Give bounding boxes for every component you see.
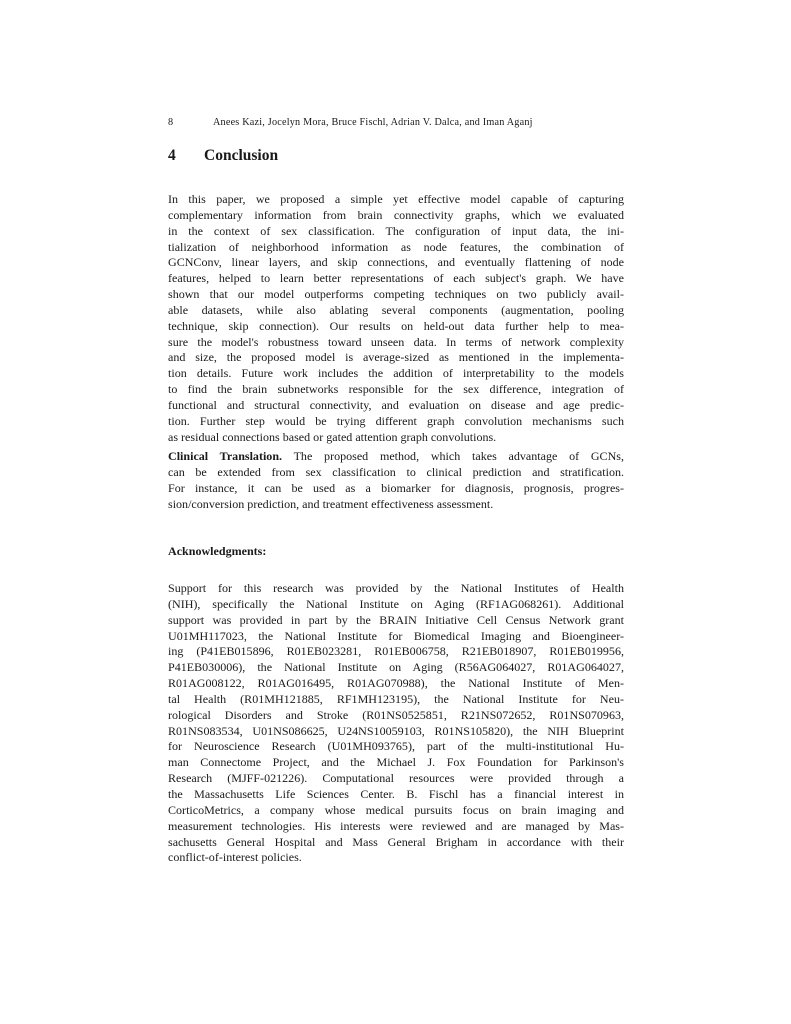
page-number: 8 xyxy=(168,117,174,128)
text-line: for Neuroscience Research (U01MH093765), part of the multi-institutional Hu- xyxy=(168,739,624,754)
paragraph-lead-in: Clinical Translation. xyxy=(168,449,283,463)
text-line: support was provided in part by the BRAIN Initiative Cell Census Network grant xyxy=(168,612,624,627)
text-line: tal Health (R01MH121885, RF1MH123195), the National Institute for Neu- xyxy=(168,691,624,706)
text-line: can be extended from sex classification to clinical prediction and stratification. xyxy=(168,464,624,479)
text-line: functional and structural connectivity, and evaluation on disease and age predic- xyxy=(168,397,624,412)
text-line: ing (P41EB015896, R01EB023281, R01EB006758, R21EB018907, R01EB019956, xyxy=(168,644,624,659)
text-line: tion details. Future work includes the addition of interpretability to the models xyxy=(168,366,624,381)
text-line: sachusetts General Hospital and Mass General Brigham in accordance with their xyxy=(168,834,624,849)
text-line: U01MH117023, the National Institute for Biomedical Imaging and Bioengineer- xyxy=(168,628,624,643)
text-line: man Connectome Project, and the Michael J. Fox Foundation for Parkinson's xyxy=(168,755,624,770)
text-line: Research (MJFF-021226). Computational resources were provided through a xyxy=(168,771,624,786)
section-heading xyxy=(168,146,278,166)
text-line: sion/conversion prediction, and treatment effectiveness assessment. xyxy=(168,496,494,511)
text-line: and size, the proposed model is average-sized as mentioned in the implementa- xyxy=(168,350,624,365)
running-head xyxy=(168,115,624,131)
text-line: R01AG008122, R01AG016495, R01AG070988), the National Institute of Men- xyxy=(168,676,624,691)
text-line: rological Disorders and Stroke (R01NS0525851, R21NS072652, R01NS070963, xyxy=(168,707,624,722)
text-line: Clinical Translation. The proposed method, which takes advantage of GCNs, xyxy=(168,449,624,463)
text-line: sure the model's robustness toward unseen data. In terms of network complexity xyxy=(168,334,624,349)
acknowledgments-paragraph xyxy=(168,581,624,866)
section-title: Conclusion xyxy=(204,147,279,164)
clinical-translation-paragraph xyxy=(168,449,624,512)
text-line: For instance, it can be used as a biomarker for diagnosis, prognosis, progres- xyxy=(168,480,624,495)
text-line: features, helped to learn better representations of each subject's graph. We have xyxy=(168,271,624,286)
acknowledgments-heading: Acknowledgments: xyxy=(168,544,267,558)
text-line: Support for this research was provided by the National Institutes of Health xyxy=(168,581,624,595)
text-line: CorticoMetrics, a company whose medical pursuits focus on brain imaging and xyxy=(168,802,624,817)
text-line: the Massachusetts Life Sciences Center. B. Fischl has a financial interest in xyxy=(168,786,624,801)
text-line: able datasets, while also ablating several components (augmentation, pooling xyxy=(168,302,624,317)
text-line: conflict-of-interest policies. xyxy=(168,850,302,865)
text-line: measurement technologies. His interests were reviewed and are managed by Mas- xyxy=(168,818,624,833)
text-line: In this paper, we proposed a simple yet effective model capable of capturing xyxy=(168,192,624,206)
text-line: in the context of sex classification. The configuration of input data, the ini- xyxy=(168,223,624,238)
text-line: shown that our model outperforms competing techniques on two publicly avail- xyxy=(168,287,624,302)
text-line: (NIH), specifically the National Institute on Aging (RF1AG068261). Additional xyxy=(168,596,624,611)
section-number: 4 xyxy=(168,147,176,164)
text-line: R01NS083534, U01NS086625, U24NS10059103, R01NS105820), the NIH Blueprint xyxy=(168,723,624,738)
conclusion-paragraph xyxy=(168,192,624,446)
text-line: P41EB030006), the National Institute on Aging (R56AG064027, R01AG064027, xyxy=(168,660,624,675)
text-line: to find the brain subnetworks responsible for the sex difference, integration of xyxy=(168,382,624,397)
text-line: tion. Further step would be trying different graph convolution mechanisms such xyxy=(168,413,624,428)
text-line: tialization of neighborhood information as node features, the combination of xyxy=(168,239,624,254)
running-head-authors: Anees Kazi, Jocelyn Mora, Bruce Fischl, Adrian V. Dalca, and Iman Aganj xyxy=(213,117,533,128)
text-line: GCNConv, linear layers, and skip connections, and eventually flattening of node xyxy=(168,255,624,270)
text-line: as residual connections based or gated attention graph convolutions. xyxy=(168,429,497,444)
text-line: technique, skip connection). Our results on held-out data further help to mea- xyxy=(168,318,624,333)
text-line: complementary information from brain connectivity graphs, which we evaluated xyxy=(168,207,624,222)
